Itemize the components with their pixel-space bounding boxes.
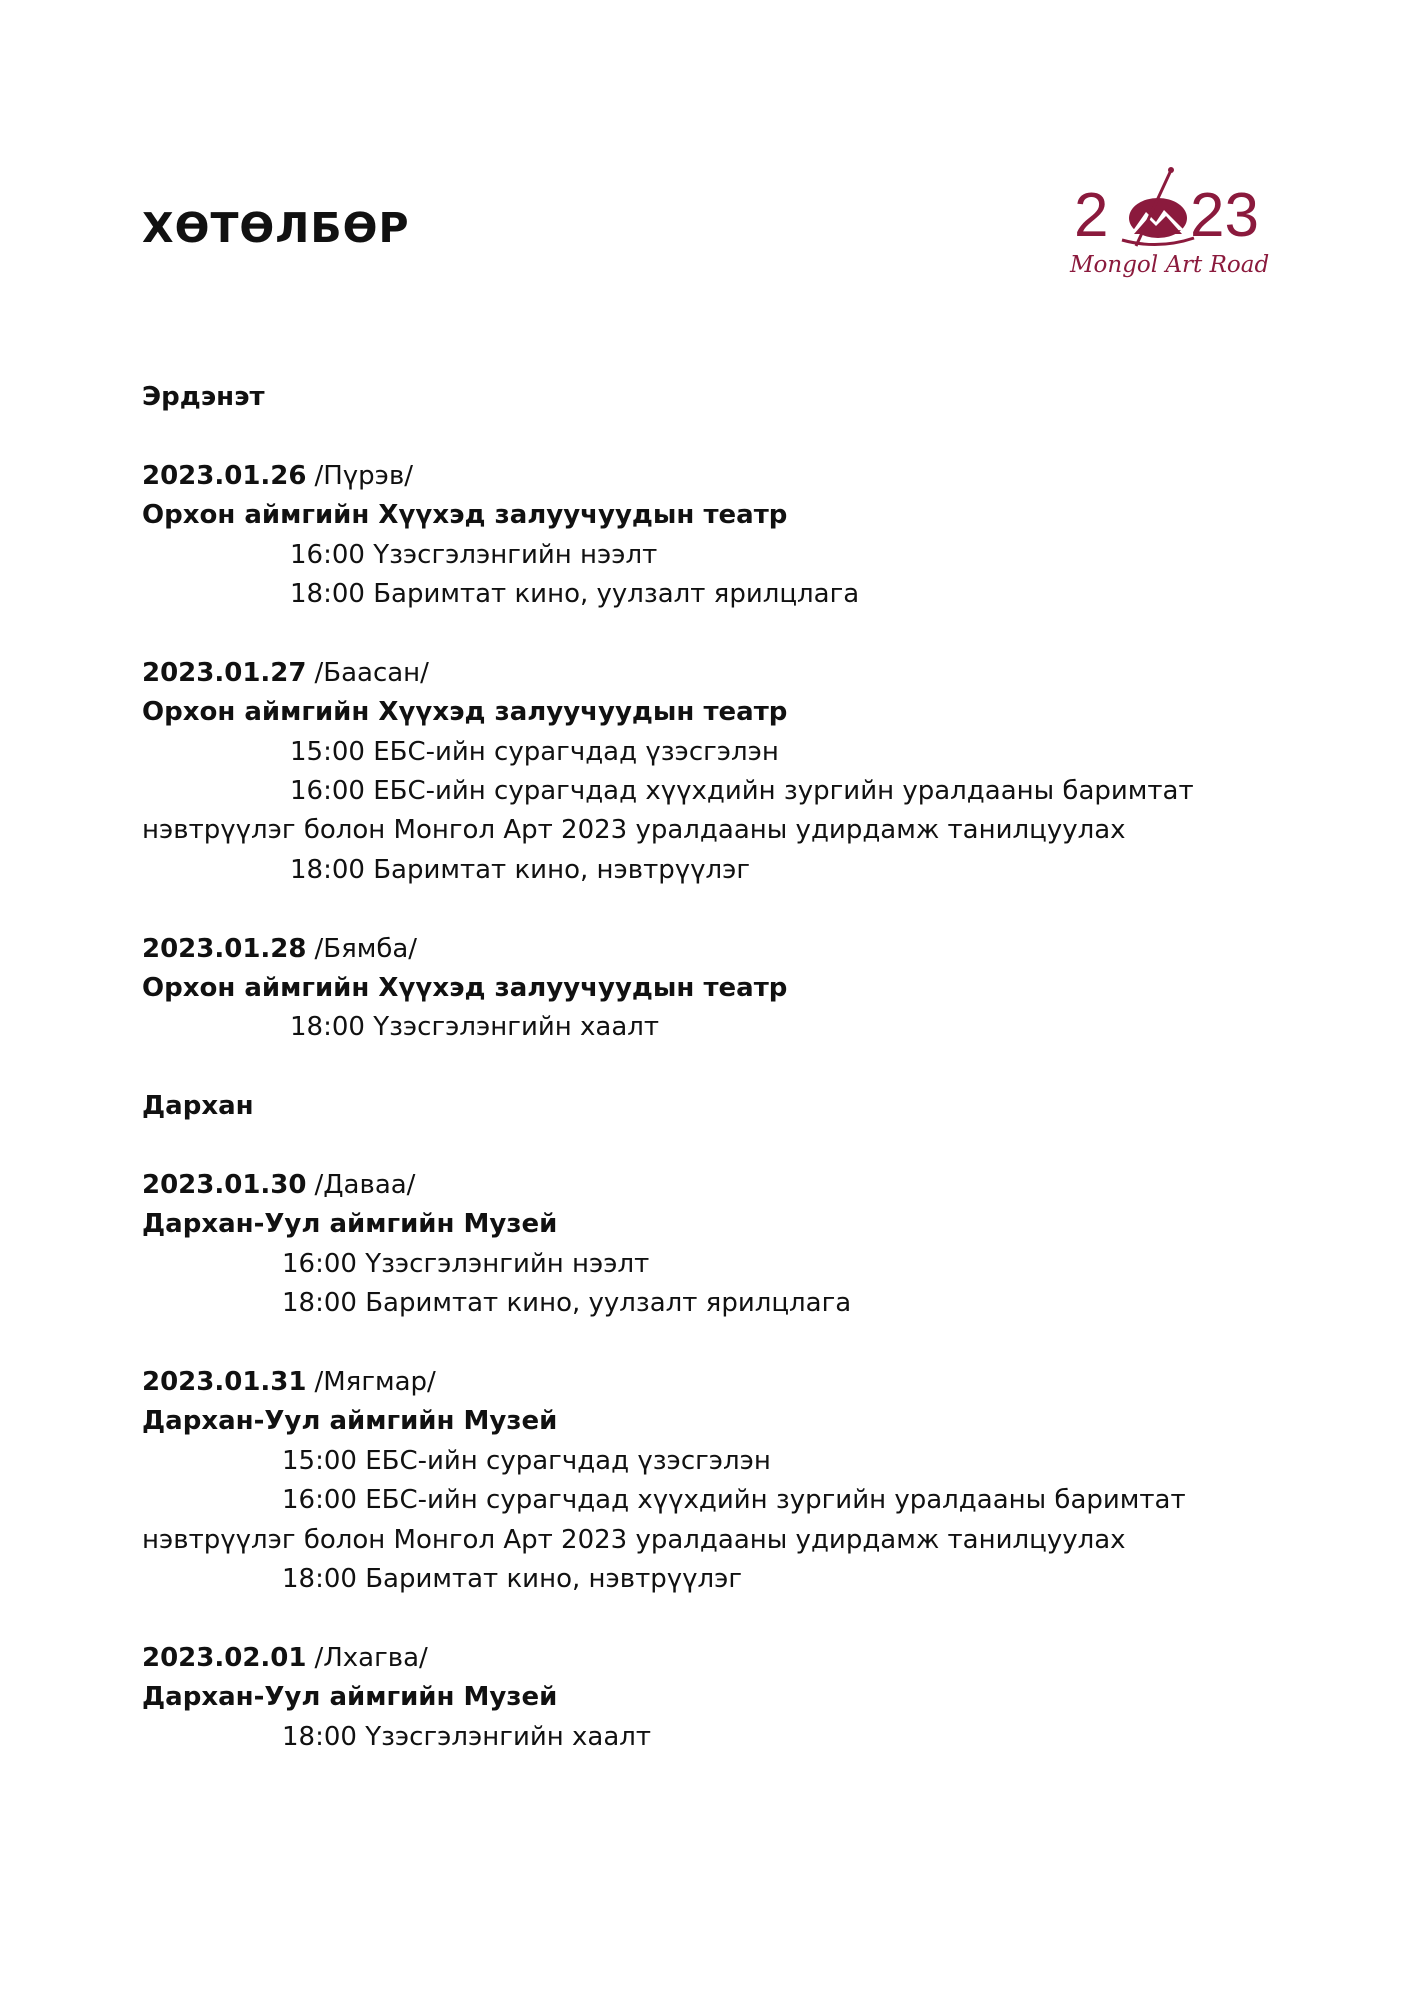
event-item: 15:00 ЕБС-ийн сурагчдад үзэсгэлэн <box>282 1445 771 1476</box>
day-weekday: /Лхагва/ <box>314 1642 428 1673</box>
day-weekday: /Баасан/ <box>314 657 429 688</box>
event-item: 15:00 ЕБС-ийн сурагчдад үзэсгэлэн <box>290 736 779 767</box>
page-title: ХӨТӨЛБӨР <box>142 204 410 252</box>
day-venue: Дархан-Уул аймгийн Музей <box>142 1406 558 1437</box>
day-date: 2023.01.26 <box>142 460 307 491</box>
logo-year-right: 23 <box>1190 181 1259 250</box>
logo-tagline: Mongol Art Road <box>1070 252 1270 278</box>
day-weekday: /Даваа/ <box>314 1170 416 1201</box>
event-item: 18:00 Баримтат кино, уулзалт ярилцлага <box>282 1288 852 1319</box>
event-item: 16:00 Үзэсгэлэнгийн нээлт <box>282 1248 650 1279</box>
program-day <box>142 457 1302 615</box>
event-item: 18:00 Баримтат кино, нэвтрүүлэг <box>290 854 751 885</box>
program-day <box>142 1166 1302 1324</box>
day-date: 2023.01.28 <box>142 933 307 964</box>
event-item: 16:00 ЕБС-ийн сурагчдад хүүхдийн зургийн уралдааны баримтат нэвтрүүлэг болон Монгол Арт 2023 уралдааны удирдамж танилцуулах <box>142 776 1194 846</box>
city-heading: Дархан <box>142 1091 254 1122</box>
program-day <box>142 1363 1302 1599</box>
day-date: 2023.02.01 <box>142 1642 307 1673</box>
day-venue: Дархан-Уул аймгийн Музей <box>142 1682 558 1713</box>
day-weekday: /Мягмар/ <box>314 1367 436 1398</box>
mongol-art-road-logo <box>1060 160 1280 290</box>
event-item: 18:00 Үзэсгэлэнгийн хаалт <box>290 1012 660 1043</box>
day-weekday: /Пүрэв/ <box>314 460 414 491</box>
event-item: 18:00 Баримтат кино, нэвтрүүлэг <box>282 1564 743 1595</box>
section-darkhan <box>142 1087 1302 1757</box>
day-date: 2023.01.30 <box>142 1170 307 1201</box>
city-heading: Эрдэнэт <box>142 382 265 412</box>
program-day <box>142 654 1302 890</box>
event-item: 18:00 Баримтат кино, уулзалт ярилцлага <box>290 579 860 610</box>
event-item: 16:00 Үзэсгэлэнгийн нээлт <box>290 539 658 570</box>
day-date: 2023.01.27 <box>142 657 307 688</box>
event-item: 16:00 ЕБС-ийн сурагчдад хүүхдийн зургийн уралдааны баримтат нэвтрүүлэг болон Монгол Арт 2023 уралдааны удирдамж танилцуулах <box>142 1485 1186 1555</box>
day-venue: Орхон аймгийн Хүүхэд залуучуудын театр <box>142 973 788 1004</box>
program-content <box>142 378 1302 1797</box>
section-erdenet <box>142 378 1302 1048</box>
program-day <box>142 930 1302 1048</box>
day-venue: Орхон аймгийн Хүүхэд залуучуудын театр <box>142 697 788 728</box>
event-item: 18:00 Үзэсгэлэнгийн хаалт <box>282 1721 652 1752</box>
day-venue: Дархан-Уул аймгийн Музей <box>142 1209 558 1240</box>
program-day <box>142 1639 1302 1757</box>
day-date: 2023.01.31 <box>142 1367 307 1398</box>
logo-year-left: 2 <box>1074 181 1109 250</box>
day-venue: Орхон аймгийн Хүүхэд залуучуудын театр <box>142 500 788 531</box>
day-weekday: /Бямба/ <box>314 933 418 964</box>
logo-emblem-icon <box>1122 167 1194 246</box>
